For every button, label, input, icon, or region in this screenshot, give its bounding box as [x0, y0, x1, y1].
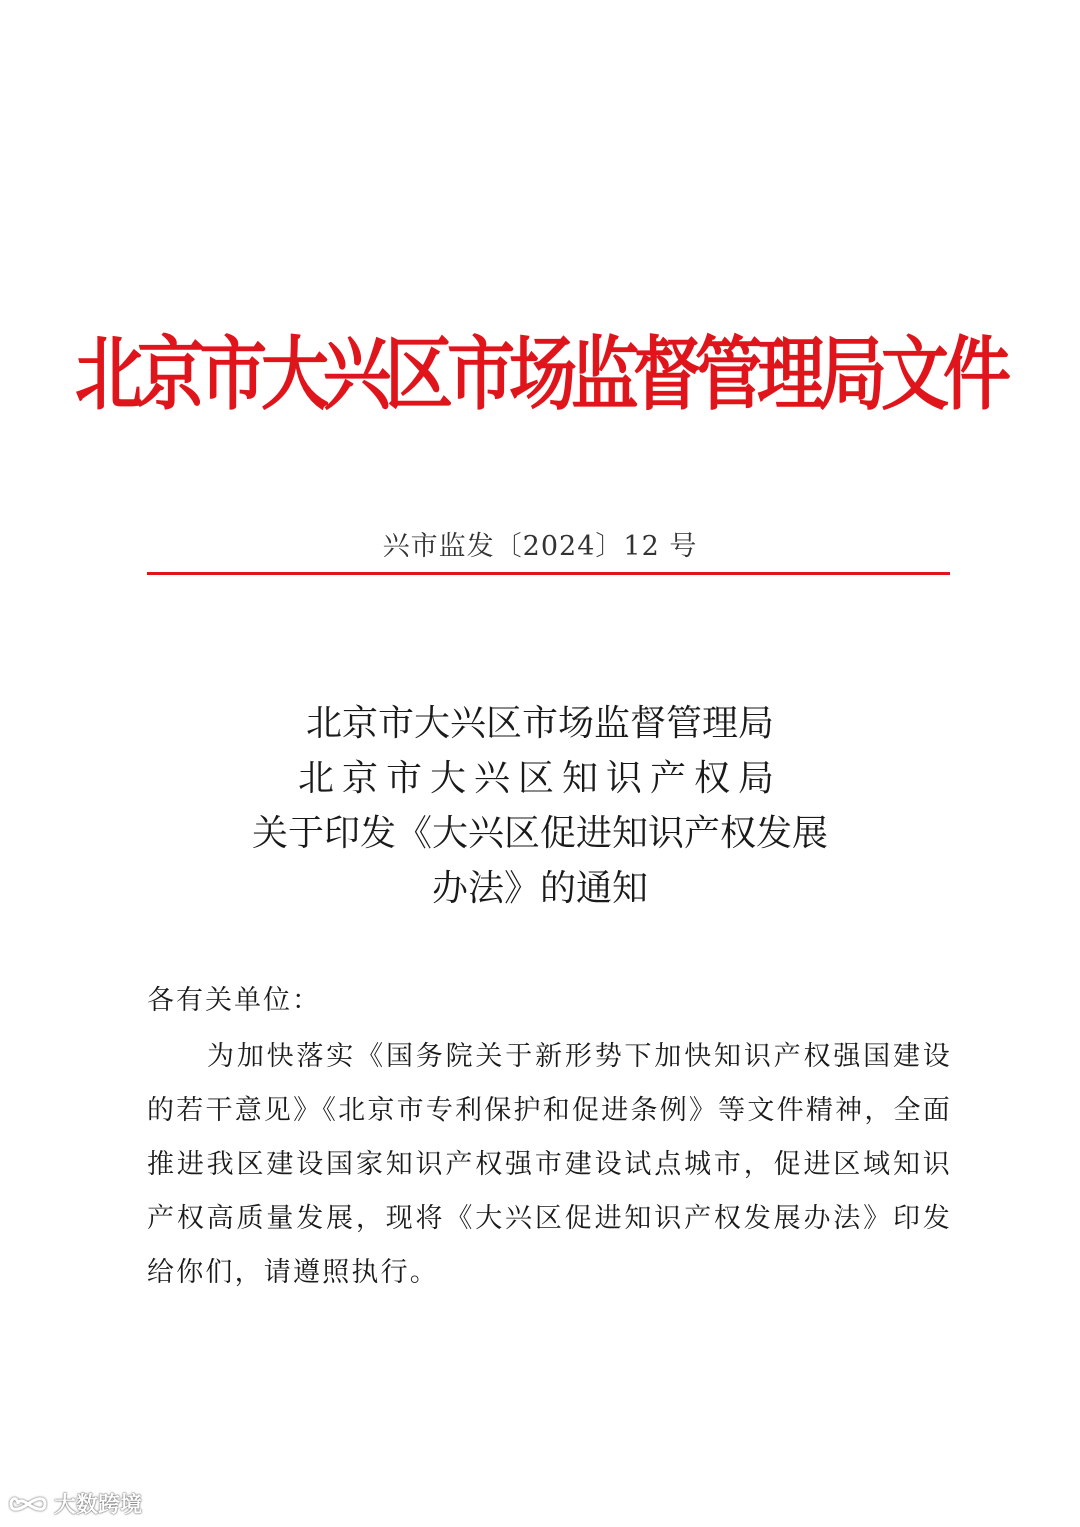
infinity-logo-icon — [8, 1492, 48, 1516]
title-line-3: 关于印发《大兴区促进知识产权发展 — [251, 813, 828, 854]
title-line-1: 北京市大兴区市场监督管理局 — [305, 703, 774, 744]
title-line-2: 北京市大兴区知识产权局 — [297, 758, 782, 799]
body-paragraph: 为加快落实《国务院关于新形势下加快知识产权强国建设的若干意见》《北京市专利保护和促进条例》等文件精神，全面推进我区建设国家知识产权强市建设试点城市，促进区域知识产权高质量发展，现将《大兴区促进知识产权发展办法》印发给你们，请遵照执行。 — [147, 1041, 952, 1288]
red-divider-line — [147, 572, 950, 575]
watermark — [8, 1488, 142, 1519]
salutation: 各有关单位： — [147, 985, 321, 1016]
title-line-4: 办法》的通知 — [431, 868, 648, 909]
notice-title — [0, 696, 1080, 916]
masthead-title: 北京市大兴区市场监督管理局文件 — [74, 328, 1005, 423]
document-number: 兴市监发〔2024〕12 号 — [382, 531, 698, 562]
watermark-text: 大数跨境 — [54, 1493, 143, 1518]
